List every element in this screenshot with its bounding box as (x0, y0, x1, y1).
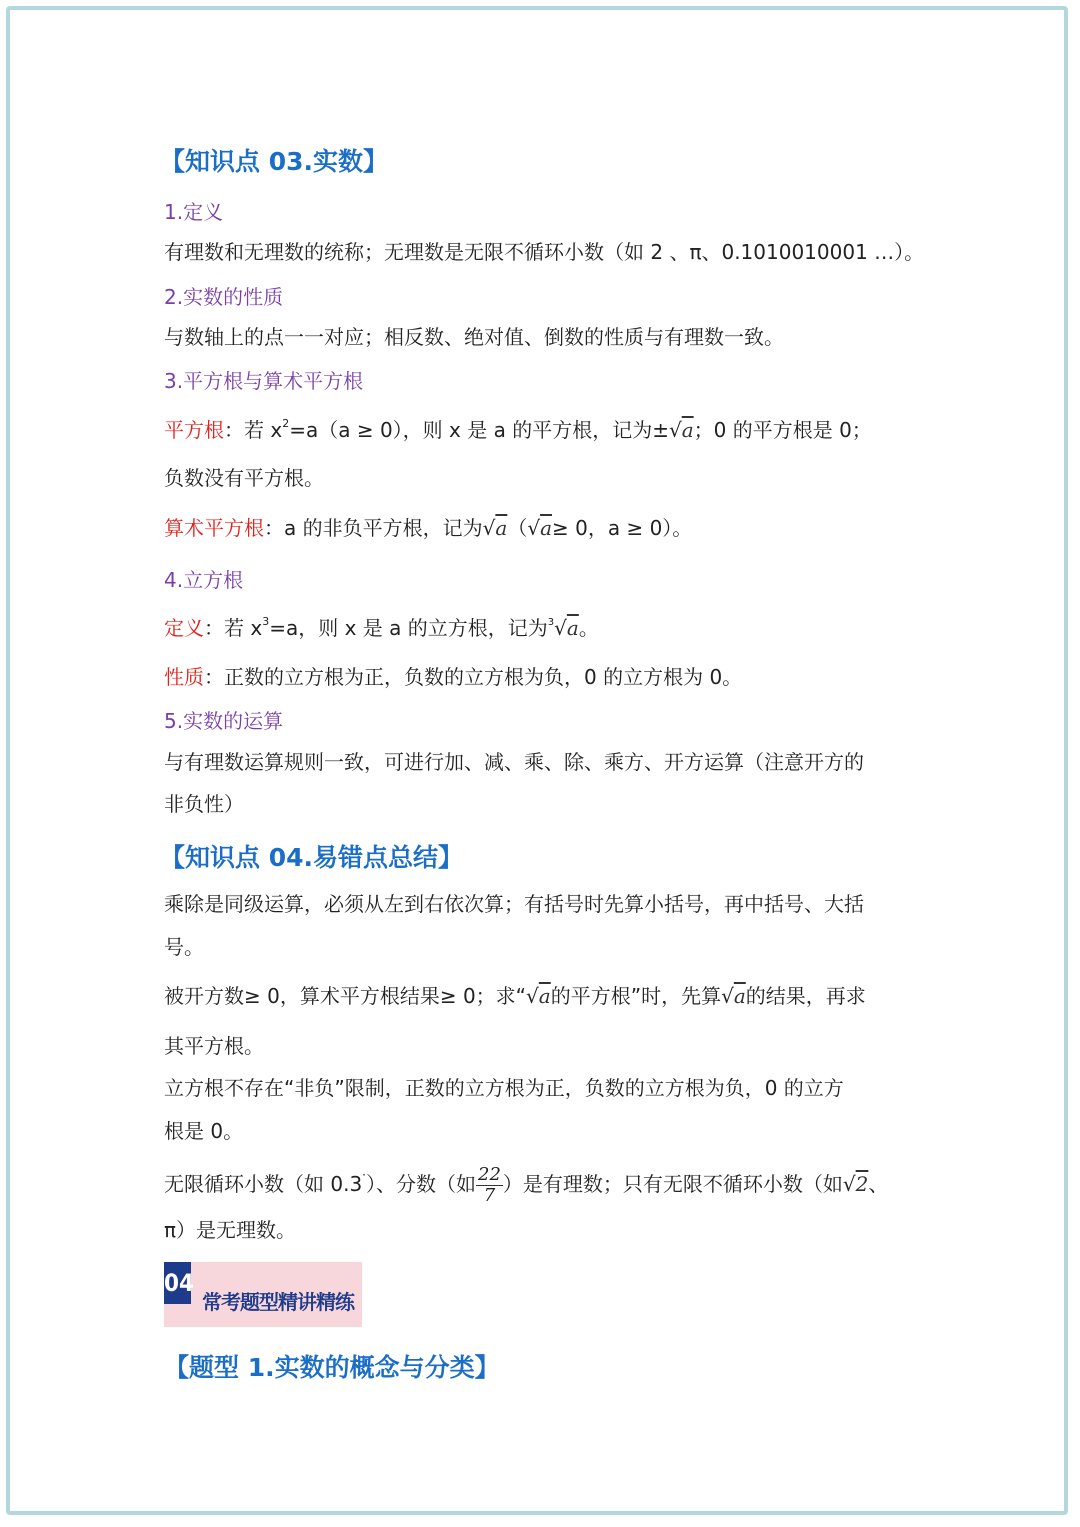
arithmetic-square-root-label: 算术平方根 (164, 516, 264, 540)
square-root-definition: 平方根：若 $x^2=a(a \ge 0)$，则 x 是 a 的平方根，记为±√a；0 的平方根是 0； (164, 417, 872, 442)
square-root-label: 平方根 (164, 418, 224, 442)
kp03-title: 【知识点 03.实数】 (160, 147, 388, 176)
kp03-s2-title: 2.实数的性质 (164, 285, 284, 309)
kp04-p1-line1: 乘除是同级运算，必须从左到右依次算；有括号时先算小括号，再中括号、大括 (164, 892, 864, 916)
cube-root-def-label: 定义 (164, 616, 204, 640)
arithmetic-square-root-definition: 算术平方根：a 的非负平方根，记为√a（√a≥ 0，a ≥ 0）。 (164, 516, 693, 540)
kp04-p2-line2: 其平方根。 (164, 1034, 264, 1058)
cube-root-property: 性质：正数的立方根为正，负数的立方根为负，0 的立方根为 0。 (164, 665, 743, 689)
kp03-s5-line1: 与有理数运算规则一致，可进行加、减、乘、除、乘方、开方运算（注意开方的 (164, 750, 864, 774)
kp03-s5-title: 5.实数的运算 (164, 709, 284, 733)
cube-root-prop-label: 性质 (164, 665, 204, 689)
kp03-s4-title: 4.立方根 (164, 568, 244, 592)
radical-sign: √ (668, 418, 682, 442)
cube-root-definition: 定义：若 $x^3=a$，则 x 是 a 的立方根，记为$^3$√a。 (164, 615, 599, 640)
kp04-p2-line1: 被开方数≥ 0，算术平方根结果≥ 0；求“√a的平方根”时，先算√a的结果，再求 (164, 984, 866, 1008)
kp03-s3-title: 3.平方根与算术平方根 (164, 369, 364, 393)
kp04-p3-line1: 立方根不存在“非负”限制，正数的立方根为正，负数的立方根为负，0 的立方 (164, 1076, 844, 1100)
kp04-p4-line1: 无限循环小数（如 0.3·）、分数（如 $\frac{22}{7}$ ）是有理数；只有无限不循环小数（如√2、 (164, 1164, 889, 1206)
repeating-dot: · (362, 1168, 366, 1182)
kp03-s1-title: 1.定义 (164, 200, 224, 224)
kp04-p3-line2: 根是 0。 (164, 1119, 244, 1143)
kp04-title: 【知识点 04.易错点总结】 (160, 843, 463, 872)
kp04-p1-line2: 号。 (164, 935, 204, 959)
square-root-line2: 负数没有平方根。 (164, 466, 324, 490)
kp03-s2-text: 与数轴上的点一一对应；相反数、绝对值、倒数的性质与有理数一致。 (164, 325, 784, 349)
kp03-s5-line2: 非负性） (164, 792, 244, 816)
kp03-s1-text: 有理数和无理数的统称；无理数是无限不循环小数（如 2 、π、0.1010010001 …）。 (164, 240, 925, 264)
fraction-22-7: $\frac{22}{7}$ (478, 1164, 501, 1206)
type1-title: 【题型 1.实数的概念与分类】 (164, 1353, 500, 1382)
section-number: 04 (164, 1262, 191, 1304)
section-title: 常考题型精讲精练 (202, 1290, 354, 1314)
kp04-p4-line2: π）是无理数。 (164, 1218, 297, 1242)
